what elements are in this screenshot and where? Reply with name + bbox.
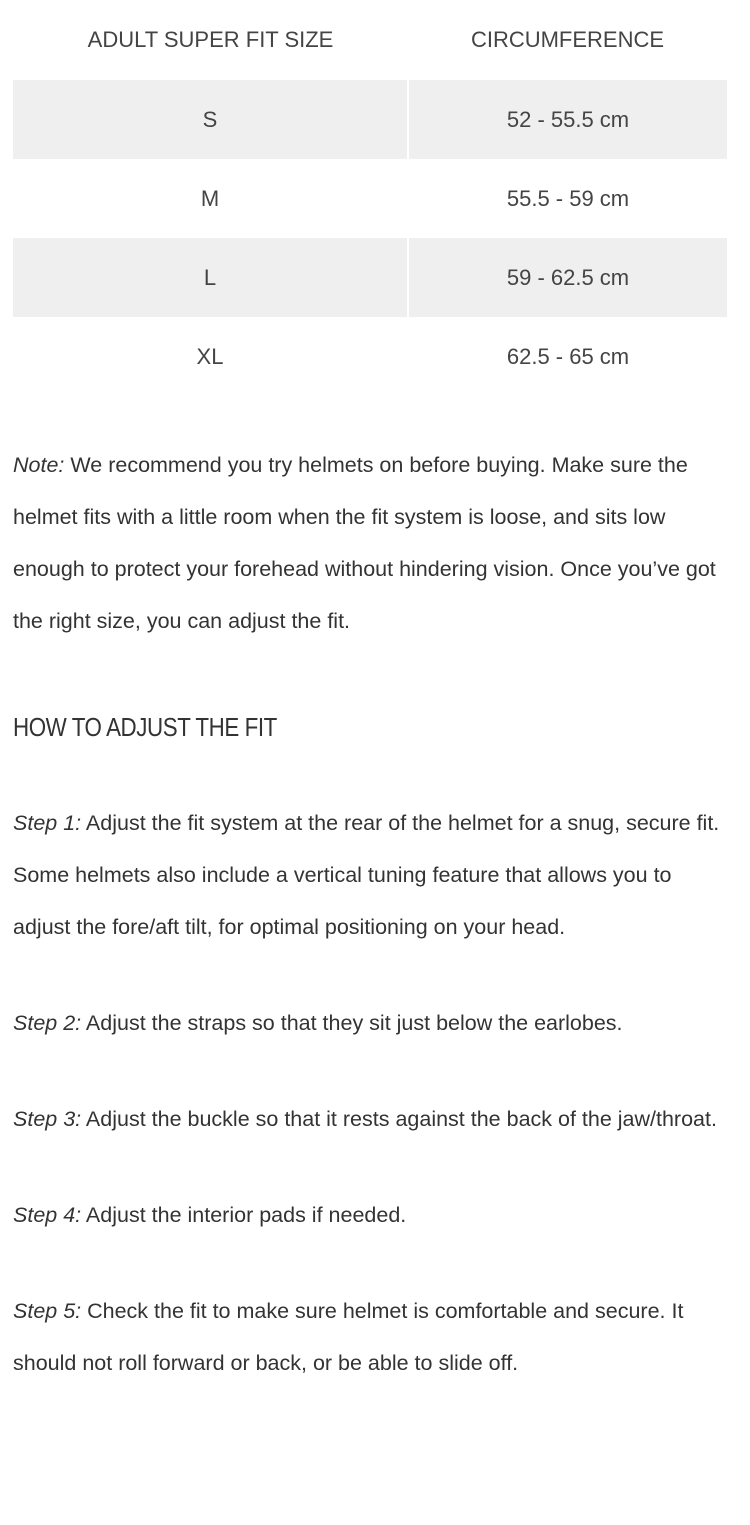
step-label: Step 1: bbox=[13, 811, 82, 835]
step-label: Step 3: bbox=[13, 1107, 82, 1131]
size-cell: M bbox=[13, 159, 408, 238]
step-label: Step 5: bbox=[13, 1299, 82, 1323]
table-row bbox=[13, 317, 727, 396]
step-paragraph bbox=[13, 1189, 733, 1241]
step-paragraph bbox=[13, 1093, 733, 1145]
note-text: We recommend you try helmets on before buying. Make sure the helmet fits with a little room when the fit system is loose, and sits low enough to protect your forehead without hindering vision. Once you’ve got the right size, you can adjust the fit. bbox=[13, 453, 716, 633]
size-chart-table bbox=[13, 0, 727, 396]
size-cell: S bbox=[13, 80, 408, 159]
size-cell: L bbox=[13, 238, 408, 317]
circumference-cell: 59 - 62.5 cm bbox=[408, 238, 727, 317]
circumference-column-header: CIRCUMFERENCE bbox=[470, 27, 665, 52]
step-label: Step 4: bbox=[13, 1203, 82, 1227]
step-text: Adjust the straps so that they sit just below the earlobes. bbox=[81, 1011, 623, 1035]
table-row bbox=[13, 80, 727, 159]
step-label: Step 2: bbox=[13, 1011, 82, 1035]
adjust-fit-heading: HOW TO ADJUST THE FIT bbox=[13, 712, 277, 742]
circumference-cell: 55.5 - 59 cm bbox=[506, 185, 630, 211]
fit-guide-content bbox=[13, 439, 733, 1389]
size-column-header: ADULT SUPER FIT SIZE bbox=[87, 27, 334, 52]
step-text: Adjust the fit system at the rear of the helmet for a snug, secure fit. Some helmets also include a vertical tuning feature that allows you to adjust the fore/aft tilt, for optimal positioning on your head. bbox=[13, 811, 720, 939]
step-text: Adjust the buckle so that it rests against the back of the jaw/throat. bbox=[81, 1107, 717, 1131]
table-row bbox=[13, 159, 727, 238]
step-text: Adjust the interior pads if needed. bbox=[81, 1203, 407, 1227]
note-paragraph bbox=[13, 439, 733, 647]
table-row bbox=[13, 238, 727, 317]
note-label: Note: bbox=[13, 453, 65, 477]
circumference-cell: 62.5 - 65 cm bbox=[506, 343, 630, 369]
step-paragraph bbox=[13, 1285, 733, 1389]
size-cell: XL bbox=[13, 317, 408, 396]
step-paragraph bbox=[13, 797, 733, 953]
step-paragraph bbox=[13, 997, 733, 1049]
size-chart-header-row bbox=[13, 0, 727, 80]
circumference-cell: 52 - 55.5 cm bbox=[408, 80, 727, 159]
step-text: Check the fit to make sure helmet is comfortable and secure. It should not roll forward or back, or be able to slide off. bbox=[13, 1299, 684, 1375]
